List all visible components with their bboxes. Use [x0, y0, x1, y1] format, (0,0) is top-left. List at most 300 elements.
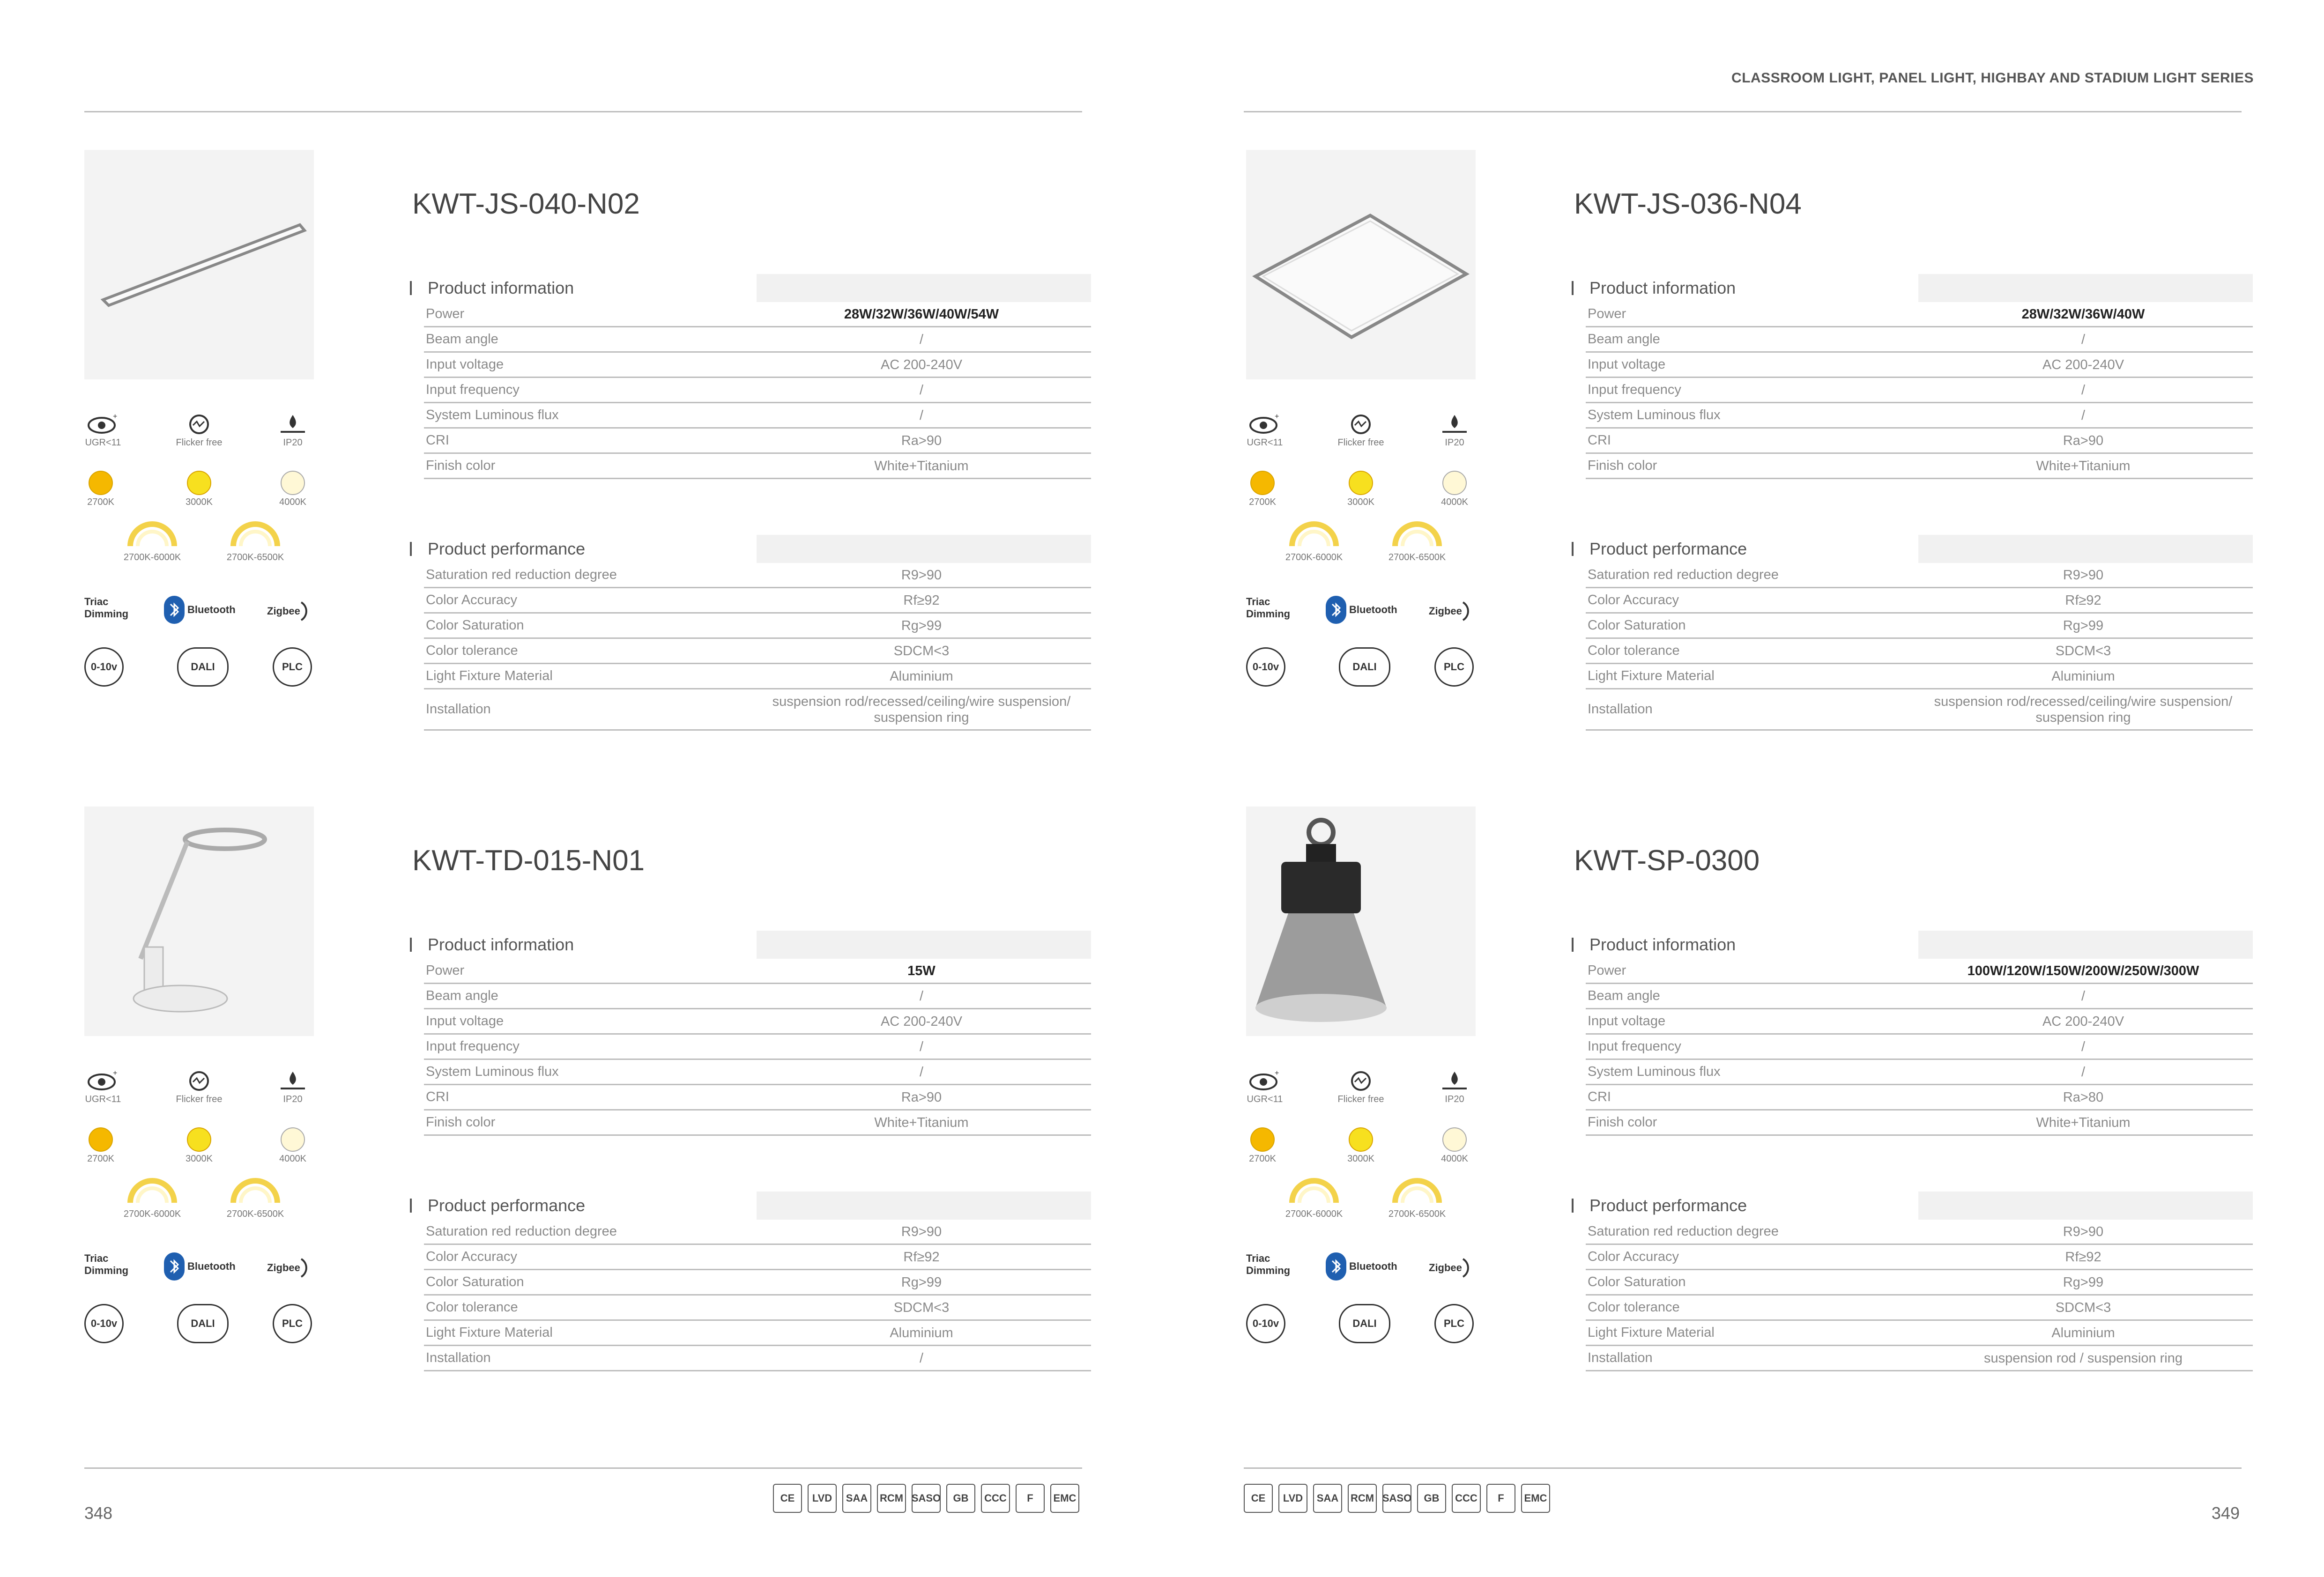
cct-2700k-swatch [1250, 471, 1275, 495]
perf-label-material: Light Fixture Material [426, 668, 553, 683]
feature-icons [84, 1069, 314, 1369]
cct-2700k-swatch [89, 1127, 113, 1152]
section-marker [410, 281, 412, 295]
perf-value-color_accuracy: Rf≥92 [2065, 1249, 2101, 1265]
info-label-luminous_flux: System Luminous flux [1588, 407, 1721, 422]
certification-mark: F [1016, 1484, 1045, 1513]
certification-mark: CCC [981, 1484, 1010, 1513]
info-value-luminous_flux: / [2081, 407, 2086, 423]
info-value-cri: Ra>80 [2063, 1089, 2104, 1105]
zigbee-label: Zigbee [1429, 605, 1462, 617]
bluetooth-label: Bluetooth [1349, 1260, 1397, 1272]
info-row-power [424, 302, 1091, 327]
perf-title-text: Product performance [428, 539, 586, 558]
info-label-power: Power [426, 306, 465, 321]
perf-row-saturation_red [424, 1220, 1091, 1245]
svg-text:+: + [113, 1069, 118, 1077]
eye-icon [87, 1069, 119, 1092]
info-value-input_frequency: / [919, 1039, 924, 1054]
info-value-input_frequency: / [2081, 382, 2086, 398]
plc-label: PLC [282, 661, 303, 673]
cct-3000k [171, 471, 227, 508]
info-label-beam_angle: Beam angle [426, 988, 498, 1003]
certification-mark: SASO [1382, 1484, 1411, 1513]
info-row-luminous_flux [1586, 403, 2253, 429]
perf-value-saturation_red: R9>90 [901, 567, 942, 583]
plc-label: PLC [1444, 661, 1464, 673]
perf-label-saturation_red: Saturation red reduction degree [426, 567, 617, 582]
perf-label-color_tolerance: Color tolerance [1588, 643, 1680, 658]
cct-2700k [73, 1127, 129, 1164]
cct-2700k-label: 2700K [87, 497, 114, 507]
certification-mark: CE [773, 1484, 802, 1513]
info-value-power: 28W/32W/36W/40W [2021, 306, 2145, 322]
ip-label: IP20 [283, 1094, 303, 1104]
section-marker [1572, 542, 1574, 556]
info-value-cri: Ra>90 [901, 1089, 942, 1105]
perf-value-installation: / [919, 1350, 924, 1366]
info-label-finish_color: Finish color [1588, 458, 1657, 473]
tunable-2700-6000 [112, 521, 192, 563]
tunable-2700-6000-label: 2700K-6000K [123, 1209, 181, 1219]
cct-3000k-swatch [187, 1127, 211, 1152]
tunable-2700-6000 [112, 1177, 192, 1220]
info-value-input_frequency: / [919, 382, 924, 398]
tunable-2700-6000-label: 2700K-6000K [123, 552, 181, 563]
info-header-shade [1918, 274, 2253, 302]
tunable-2700-6500-label: 2700K-6500K [1388, 1209, 1446, 1219]
bluetooth-badge [164, 596, 236, 624]
perf-value-color_tolerance: SDCM<3 [2055, 643, 2111, 659]
cct-2700k [1234, 1127, 1291, 1164]
perf-value-color_accuracy: Rf≥92 [2065, 592, 2101, 608]
perf-header-shade [1918, 535, 2253, 563]
info-row-cri [424, 1085, 1091, 1111]
cct-4000k-swatch [1442, 471, 1467, 495]
perf-row-saturation_red [1586, 1220, 2253, 1245]
flicker-free-icon [1349, 412, 1373, 436]
cct-2700k-label: 2700K [1249, 1154, 1276, 1164]
triac-dimming-label: Triac Dimming [84, 1252, 129, 1276]
certification-mark: EMC [1521, 1484, 1550, 1513]
perf-section-title [410, 535, 585, 563]
info-value-finish_color: White+Titanium [2036, 1115, 2131, 1130]
info-label-input_voltage: Input voltage [1588, 357, 1666, 372]
perf-value-installation: suspension rod / suspension ring [1984, 1350, 2183, 1366]
eye-icon [1248, 1069, 1281, 1092]
info-label-finish_color: Finish color [426, 1115, 496, 1130]
info-label-input_voltage: Input voltage [1588, 1014, 1666, 1029]
info-rows [424, 959, 1091, 1136]
zigbee-icon [300, 1256, 314, 1280]
cct-2700k-swatch [89, 471, 113, 495]
ip-feature [265, 1069, 321, 1105]
certification-mark: F [1486, 1484, 1515, 1513]
perf-value-color_tolerance: SDCM<3 [2055, 1300, 2111, 1315]
product-card [1246, 807, 2324, 1486]
info-label-luminous_flux: System Luminous flux [426, 1064, 559, 1079]
bluetooth-badge [1326, 1252, 1397, 1281]
cct-3000k-swatch [187, 471, 211, 495]
perf-row-color_accuracy [424, 1245, 1091, 1270]
perf-value-color_tolerance: SDCM<3 [893, 1300, 950, 1315]
info-label-input_voltage: Input voltage [426, 357, 504, 372]
perf-value-installation: suspension rod/recessed/ceiling/wire suspension/ suspension ring [1934, 694, 2233, 725]
ip-label: IP20 [1445, 437, 1464, 448]
dali-label: DALI [1352, 1318, 1377, 1329]
product-photo [1246, 807, 1476, 1036]
svg-text:+: + [113, 413, 118, 421]
info-rows [1586, 302, 2253, 479]
info-row-input_frequency [424, 378, 1091, 403]
tunable-2700-6500 [1377, 1177, 1457, 1220]
certification-mark: GB [946, 1484, 975, 1513]
bluetooth-icon [164, 1252, 185, 1281]
perf-label-color_accuracy: Color Accuracy [1588, 592, 1679, 607]
perf-value-material: Aluminium [890, 668, 953, 684]
perf-value-material: Aluminium [2051, 1325, 2115, 1340]
flicker-free-feature [1333, 1069, 1389, 1105]
info-label-input_frequency: Input frequency [426, 1039, 520, 1054]
perf-value-material: Aluminium [2051, 668, 2115, 684]
ugr-label: UGR<11 [85, 437, 121, 448]
info-label-input_frequency: Input frequency [426, 382, 520, 397]
dimming-0-10v-badge [84, 647, 124, 687]
info-value-finish_color: White+Titanium [874, 1115, 969, 1130]
zigbee-badge [1429, 1256, 1476, 1280]
water-drop-icon [279, 1069, 307, 1092]
info-row-luminous_flux [424, 1060, 1091, 1085]
info-label-beam_angle: Beam angle [1588, 332, 1660, 347]
bluetooth-badge [164, 1252, 236, 1281]
perf-row-color_saturation [1586, 614, 2253, 639]
info-label-input_voltage: Input voltage [426, 1014, 504, 1029]
info-label-luminous_flux: System Luminous flux [426, 407, 559, 422]
info-row-finish_color [424, 1111, 1091, 1136]
perf-label-color_tolerance: Color tolerance [1588, 1300, 1680, 1315]
product-card [1246, 150, 2324, 829]
perf-value-color_saturation: Rg>99 [901, 618, 942, 633]
bluetooth-icon [1326, 1252, 1346, 1281]
info-row-finish_color [424, 454, 1091, 479]
info-row-cri [1586, 429, 2253, 454]
cct-2700k [73, 471, 129, 508]
info-value-finish_color: White+Titanium [2036, 458, 2131, 474]
perf-row-color_saturation [424, 614, 1091, 639]
page-number-right: 349 [2211, 1503, 2240, 1523]
perf-label-color_saturation: Color Saturation [426, 618, 524, 633]
product-model: KWT-JS-040-N02 [412, 188, 640, 220]
perf-rows [1586, 1220, 2253, 1371]
info-row-luminous_flux [424, 403, 1091, 429]
tunable-2700-6500-label: 2700K-6500K [226, 1209, 284, 1219]
certification-marks-right [1244, 1484, 1550, 1514]
ip-feature [1426, 412, 1483, 448]
perf-row-color_tolerance [424, 1296, 1091, 1321]
triac-dimming-label: Triac Dimming [1246, 1252, 1291, 1276]
ugr-label: UGR<11 [1247, 437, 1283, 448]
info-row-luminous_flux [1586, 1060, 2253, 1085]
info-label-power: Power [426, 963, 465, 978]
section-marker [1572, 938, 1574, 952]
info-row-input_frequency [424, 1035, 1091, 1060]
info-label-input_frequency: Input frequency [1588, 1039, 1681, 1054]
tunable-2700-6500-label: 2700K-6500K [226, 552, 284, 563]
perf-row-color_tolerance [1586, 639, 2253, 664]
info-title-text: Product information [1589, 278, 1736, 297]
perf-value-saturation_red: R9>90 [2063, 567, 2104, 583]
tunable-arc-icon [1288, 521, 1340, 548]
cct-4000k [1426, 1127, 1483, 1164]
triac-dimming-label: Triac Dimming [1246, 596, 1291, 620]
water-drop-icon [1440, 1069, 1469, 1092]
info-row-input_voltage [1586, 1009, 2253, 1035]
plc-label: PLC [282, 1318, 303, 1329]
info-row-finish_color [1586, 1111, 2253, 1136]
bluetooth-label: Bluetooth [1349, 604, 1397, 615]
cct-4000k-swatch [281, 1127, 305, 1152]
perf-row-color_saturation [1586, 1270, 2253, 1296]
cct-4000k [265, 471, 321, 508]
info-label-cri: CRI [426, 433, 449, 448]
section-marker [410, 542, 412, 556]
info-label-finish_color: Finish color [426, 458, 496, 473]
ugr-feature [75, 412, 131, 448]
section-marker [1572, 1199, 1574, 1213]
perf-row-installation [424, 1346, 1091, 1371]
certification-mark: SASO [912, 1484, 941, 1513]
cct-3000k-label: 3000K [186, 1154, 213, 1164]
water-drop-icon [1440, 412, 1469, 436]
perf-rows [424, 1220, 1091, 1371]
perf-row-installation [1586, 689, 2253, 731]
perf-value-color_saturation: Rg>99 [2063, 618, 2104, 633]
info-row-beam_angle [1586, 327, 2253, 353]
perf-label-material: Light Fixture Material [1588, 668, 1715, 683]
section-marker [410, 938, 412, 952]
perf-value-saturation_red: R9>90 [2063, 1224, 2104, 1239]
cct-2700k-swatch [1250, 1127, 1275, 1152]
ugr-feature [1237, 1069, 1293, 1105]
perf-value-color_tolerance: SDCM<3 [893, 643, 950, 659]
section-marker [410, 1199, 412, 1213]
info-value-beam_angle: / [919, 332, 924, 347]
perf-label-material: Light Fixture Material [426, 1325, 553, 1340]
bluetooth-label: Bluetooth [187, 604, 236, 615]
info-row-power [1586, 302, 2253, 327]
info-row-input_voltage [424, 1009, 1091, 1035]
info-value-power: 100W/120W/150W/200W/250W/300W [1967, 963, 2199, 978]
certification-mark: RCM [1348, 1484, 1377, 1513]
ip-feature [1426, 1069, 1483, 1105]
perf-header-shade [1918, 1192, 2253, 1220]
tunable-arc-icon [230, 521, 281, 548]
perf-label-installation: Installation [1588, 702, 1653, 717]
perf-header-shade [757, 1192, 1091, 1220]
dali-badge [177, 1304, 229, 1343]
highbay-icon [1246, 1030, 1476, 1038]
perf-row-color_accuracy [424, 588, 1091, 614]
zigbee-badge [267, 600, 314, 623]
perf-value-color_accuracy: Rf≥92 [903, 592, 940, 608]
info-label-power: Power [1588, 963, 1626, 978]
info-label-luminous_flux: System Luminous flux [1588, 1064, 1721, 1079]
info-title-text: Product information [1589, 935, 1736, 954]
info-value-luminous_flux: / [919, 407, 924, 423]
perf-header-shade [757, 535, 1091, 563]
tunable-arc-icon [126, 521, 178, 548]
info-value-beam_angle: / [919, 988, 924, 1004]
product-photo [1246, 150, 1476, 379]
perf-title-text: Product performance [1589, 1196, 1747, 1215]
feature-icons [1246, 412, 1476, 712]
info-row-power [424, 959, 1091, 984]
info-label-power: Power [1588, 306, 1626, 321]
ip-label: IP20 [1445, 1094, 1464, 1104]
certification-mark: SAA [842, 1484, 871, 1513]
cct-4000k [265, 1127, 321, 1164]
plc-badge [273, 1304, 312, 1343]
certification-mark: LVD [808, 1484, 837, 1513]
certification-mark: CE [1244, 1484, 1273, 1513]
zigbee-badge [267, 1256, 314, 1280]
perf-row-color_saturation [424, 1270, 1091, 1296]
tunable-2700-6500 [1377, 521, 1457, 563]
cct-3000k-swatch [1349, 471, 1373, 495]
info-value-cri: Ra>90 [901, 433, 942, 448]
info-row-cri [1586, 1085, 2253, 1111]
product-card [84, 807, 1166, 1486]
flicker-free-feature [171, 1069, 227, 1105]
tunable-2700-6000 [1274, 1177, 1354, 1220]
perf-row-material [424, 1321, 1091, 1346]
dali-label: DALI [1352, 661, 1377, 673]
info-value-cri: Ra>90 [2063, 433, 2104, 448]
cct-2700k-label: 2700K [1249, 497, 1276, 507]
cct-4000k-label: 4000K [279, 1154, 306, 1164]
tunable-2700-6000 [1274, 521, 1354, 563]
page-number-left: 348 [84, 1503, 113, 1523]
product-model: KWT-JS-036-N04 [1574, 188, 1802, 220]
perf-row-material [1586, 1321, 2253, 1346]
perf-value-saturation_red: R9>90 [901, 1224, 942, 1239]
certification-mark: CCC [1452, 1484, 1481, 1513]
cct-3000k-label: 3000K [1347, 497, 1374, 507]
bottom-divider-left [84, 1467, 1082, 1469]
perf-value-material: Aluminium [890, 1325, 953, 1340]
dimming-0-10v-badge [1246, 647, 1285, 687]
cct-3000k-swatch [1349, 1127, 1373, 1152]
info-value-luminous_flux: / [919, 1064, 924, 1080]
perf-label-saturation_red: Saturation red reduction degree [1588, 567, 1779, 582]
certification-mark: EMC [1050, 1484, 1079, 1513]
info-row-input_voltage [1586, 353, 2253, 378]
feature-icons [1246, 1069, 1476, 1369]
plc-badge [1434, 647, 1474, 687]
info-row-input_frequency [1586, 378, 2253, 403]
info-value-input_frequency: / [2081, 1039, 2086, 1054]
info-value-input_voltage: AC 200-240V [880, 1014, 963, 1029]
info-label-input_frequency: Input frequency [1588, 382, 1681, 397]
perf-label-saturation_red: Saturation red reduction degree [1588, 1224, 1779, 1239]
perf-label-installation: Installation [1588, 1350, 1653, 1365]
cct-4000k-label: 4000K [279, 497, 306, 507]
tunable-arc-icon [1391, 521, 1443, 548]
certification-mark: SAA [1313, 1484, 1342, 1513]
cct-4000k-swatch [1442, 1127, 1467, 1152]
info-label-cri: CRI [1588, 433, 1611, 448]
info-label-beam_angle: Beam angle [426, 332, 498, 347]
info-header-shade [757, 274, 1091, 302]
certification-mark: LVD [1278, 1484, 1307, 1513]
perf-label-color_saturation: Color Saturation [1588, 1274, 1686, 1289]
info-label-finish_color: Finish color [1588, 1115, 1657, 1130]
dali-badge [1339, 1304, 1390, 1343]
perf-row-color_accuracy [1586, 1245, 2253, 1270]
tunable-2700-6500 [215, 521, 295, 563]
perf-label-saturation_red: Saturation red reduction degree [426, 1224, 617, 1239]
perf-label-color_tolerance: Color tolerance [426, 1300, 518, 1315]
certification-marks-left [773, 1484, 1079, 1514]
plc-badge [273, 647, 312, 687]
info-value-power: 28W/32W/36W/40W/54W [844, 306, 999, 322]
flicker-free-feature [1333, 412, 1389, 448]
plc-badge [1434, 1304, 1474, 1343]
top-divider-right [1244, 111, 2242, 112]
info-row-cri [424, 429, 1091, 454]
ugr-label: UGR<11 [85, 1094, 121, 1104]
feature-icons [84, 412, 314, 712]
dimming-0-10v-badge [84, 1304, 124, 1343]
ugr-feature [1237, 412, 1293, 448]
perf-value-installation: suspension rod/recessed/ceiling/wire suspension/ suspension ring [772, 694, 1071, 725]
tunable-2700-6000-label: 2700K-6000K [1285, 552, 1343, 563]
perf-row-color_tolerance [424, 639, 1091, 664]
plc-label: PLC [1444, 1318, 1464, 1329]
info-section-title [1572, 274, 1736, 302]
info-label-beam_angle: Beam angle [1588, 988, 1660, 1003]
flicker-free-feature [171, 412, 227, 448]
info-value-input_voltage: AC 200-240V [2042, 357, 2124, 372]
perf-label-material: Light Fixture Material [1588, 1325, 1715, 1340]
perf-value-color_accuracy: Rf≥92 [903, 1249, 940, 1265]
svg-text:+: + [1275, 413, 1279, 421]
zigbee-label: Zigbee [267, 1262, 300, 1273]
perf-label-color_accuracy: Color Accuracy [1588, 1249, 1679, 1264]
perf-section-title [1572, 1192, 1747, 1220]
perf-row-installation [1586, 1346, 2253, 1371]
info-title-text: Product information [428, 935, 574, 954]
tunable-2700-6000-label: 2700K-6000K [1285, 1209, 1343, 1219]
perf-rows [1586, 563, 2253, 731]
certification-mark: RCM [877, 1484, 906, 1513]
dali-label: DALI [191, 1318, 215, 1329]
desk-lamp-icon [84, 1030, 314, 1038]
flicker-free-icon [187, 1069, 211, 1092]
info-value-input_voltage: AC 200-240V [880, 357, 963, 372]
series-title: CLASSROOM LIGHT, PANEL LIGHT, HIGHBAY AND STADIUM LIGHT SERIES [1731, 70, 2254, 86]
perf-rows [424, 563, 1091, 731]
perf-row-color_accuracy [1586, 588, 2253, 614]
bluetooth-icon [164, 596, 185, 624]
cct-2700k [1234, 471, 1291, 508]
info-row-input_voltage [424, 353, 1091, 378]
ip-label: IP20 [283, 437, 303, 448]
info-rows [1586, 959, 2253, 1136]
cct-3000k-label: 3000K [186, 497, 213, 507]
zigbee-badge [1429, 600, 1476, 623]
cct-4000k-label: 4000K [1441, 497, 1468, 507]
